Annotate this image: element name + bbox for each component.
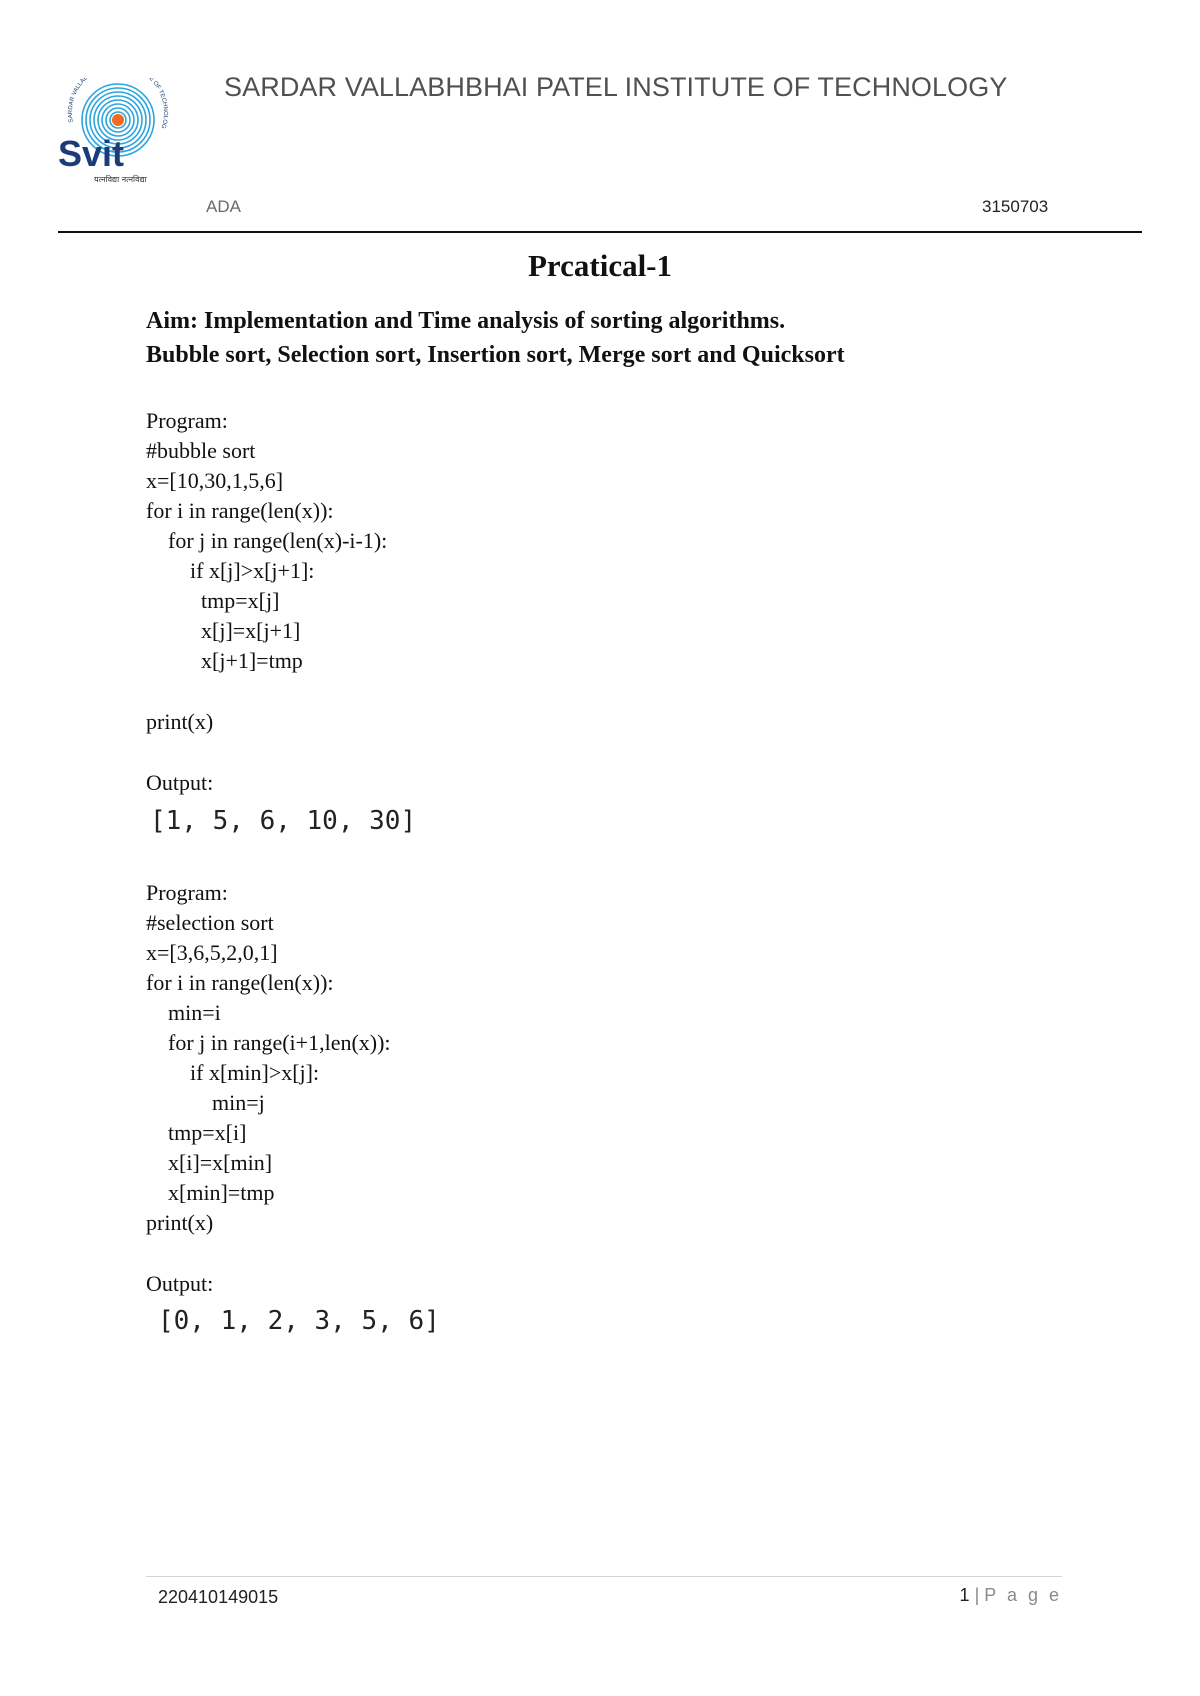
page-number: 1 (959, 1585, 970, 1605)
logo-wordmark: Svit (58, 133, 125, 174)
output-label: Output: (146, 770, 214, 795)
code-line: for i in range(len(x)): (146, 970, 334, 995)
program-output: [0, 1, 2, 3, 5, 6] (158, 1306, 440, 1336)
subject-name: ADA (206, 197, 241, 216)
code-line: if x[min]>x[j]: (146, 1060, 320, 1085)
code-line: for j in range(len(x)-i-1): (146, 528, 388, 553)
code-line: x[j]=x[j+1] (146, 618, 301, 643)
code-line: x[j+1]=tmp (146, 648, 303, 673)
enrollment-number: 220410149015 (158, 1587, 279, 1607)
page-separator: | (974, 1585, 980, 1605)
logo-tagline: यत्नविद्या नत्नविद्या (94, 175, 147, 184)
code-line: print(x) (146, 709, 214, 734)
code-line: if x[j]>x[j+1]: (146, 558, 315, 583)
subject-code: 3150703 (982, 197, 1049, 216)
code-line: #selection sort (146, 910, 274, 935)
svit-logo-icon (56, 78, 178, 186)
code-line: x[i]=x[min] (146, 1150, 273, 1175)
program-label: Program: (146, 408, 228, 433)
header-divider (58, 231, 1142, 233)
program-label: Program: (146, 880, 228, 905)
code-line: print(x) (146, 1210, 214, 1235)
code-line: for i in range(len(x)): (146, 498, 334, 523)
algorithms-line: Bubble sort, Selection sort, Insertion sort, Merge sort and Quicksort (146, 342, 845, 368)
practical-title: Prcatical-1 (527, 248, 673, 283)
code-line: tmp=x[j] (146, 588, 280, 613)
code-line: x=[3,6,5,2,0,1] (146, 940, 278, 965)
institute-name: SARDAR VALLABHBHAI PATEL INSTITUTE OF TECHNOLOGY (224, 72, 1008, 102)
code-line: for j in range(i+1,len(x)): (146, 1030, 391, 1055)
footer-divider (146, 1576, 1062, 1577)
code-line: x[min]=tmp (146, 1180, 275, 1205)
code-line: min=j (146, 1090, 265, 1115)
aim-line: Aim: Implementation and Time analysis of sorting algorithms. (146, 308, 786, 334)
program-output: [1, 5, 6, 10, 30] (150, 806, 417, 836)
code-line: min=i (146, 1000, 221, 1025)
output-label: Output: (146, 1271, 214, 1296)
code-line: x=[10,30,1,5,6] (146, 468, 284, 493)
page-indicator (960, 1585, 1062, 1606)
code-line: #bubble sort (146, 438, 256, 463)
code-line: tmp=x[i] (146, 1120, 247, 1145)
page-label: P a g e (984, 1585, 1062, 1605)
logo-ring-text: SARDAR VALLAB E OF TECHNOLOG (67, 78, 169, 130)
institute-logo (56, 78, 178, 186)
